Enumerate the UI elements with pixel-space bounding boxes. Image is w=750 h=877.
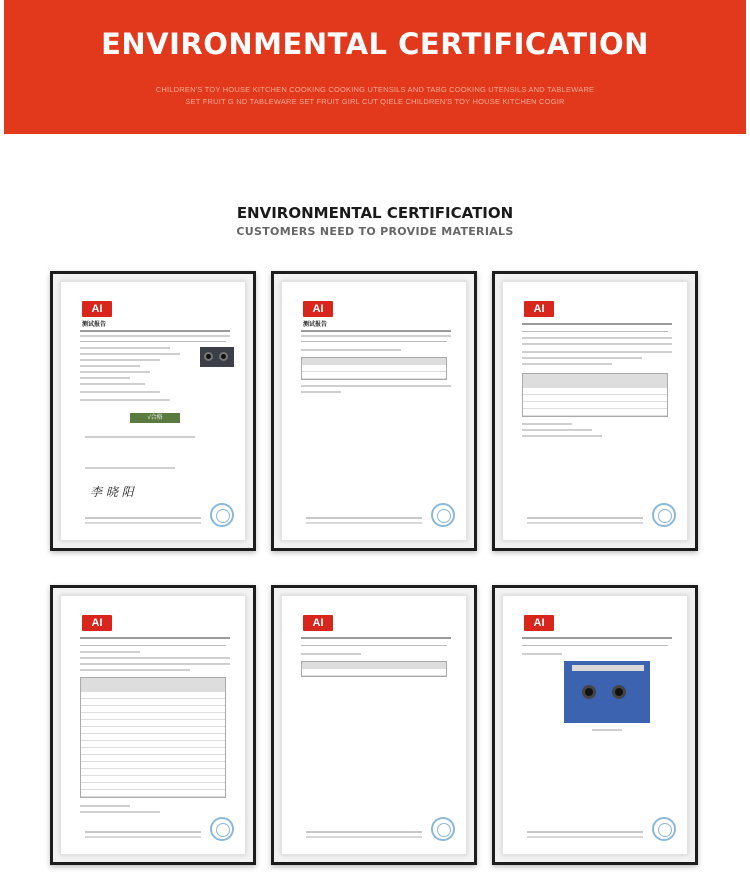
- sample-photo: [564, 661, 650, 723]
- certificate-frame-5: [271, 585, 477, 865]
- certificate-frame-4: [50, 585, 256, 865]
- ai-logo: AI: [82, 301, 112, 317]
- certification-seal: [431, 503, 455, 527]
- results-table: [80, 677, 226, 798]
- results-table: [522, 373, 668, 417]
- signature: 李 晓 阳: [90, 485, 134, 499]
- ai-logo: AI: [303, 615, 333, 631]
- certificate-document: [60, 595, 246, 855]
- certificate-document: [281, 281, 467, 541]
- banner-title: ENVIRONMENTAL CERTIFICATION: [101, 27, 649, 61]
- certificate-document: [281, 595, 467, 855]
- sample-photo: [200, 347, 234, 367]
- certificate-frame-2: [271, 271, 477, 551]
- ai-logo: AI: [524, 615, 554, 631]
- certificate-document: [502, 595, 688, 855]
- certificate-frame-3: [492, 271, 698, 551]
- certification-seal: [431, 817, 455, 841]
- certificate-frame-1: [50, 271, 256, 551]
- certification-seal: [652, 817, 676, 841]
- pass-stamp: √合格: [130, 413, 180, 423]
- ai-logo: AI: [524, 301, 554, 317]
- certification-seal: [652, 503, 676, 527]
- doc-heading: 测试报告: [303, 322, 328, 328]
- banner-subtitle: CHILDREN'S TOY HOUSE KITCHEN COOKING COOKING UTENSILS AND TABG COOKING UTENSILS AND TABLEWARE SET FRUIT G ND TABLEWARE SET FRUIT GIRL CUT QIELE CHILDREN'S TOY HOUSE KITCHEN COGIR: [155, 85, 595, 106]
- certificate-document: [60, 281, 246, 541]
- doc-heading: 测试报告: [82, 322, 107, 328]
- certification-seal: [210, 817, 234, 841]
- results-table: [301, 661, 447, 677]
- ai-logo: AI: [82, 615, 112, 631]
- certificate-frame-6: [492, 585, 698, 865]
- section-subtitle: CUSTOMERS NEED TO PROVIDE MATERIALS: [236, 225, 514, 238]
- results-table: [301, 357, 447, 380]
- certificate-document: [502, 281, 688, 541]
- section-title: ENVIRONMENTAL CERTIFICATION: [236, 204, 514, 222]
- ai-logo: AI: [303, 301, 333, 317]
- header-banner: [4, 0, 746, 134]
- certification-seal: [210, 503, 234, 527]
